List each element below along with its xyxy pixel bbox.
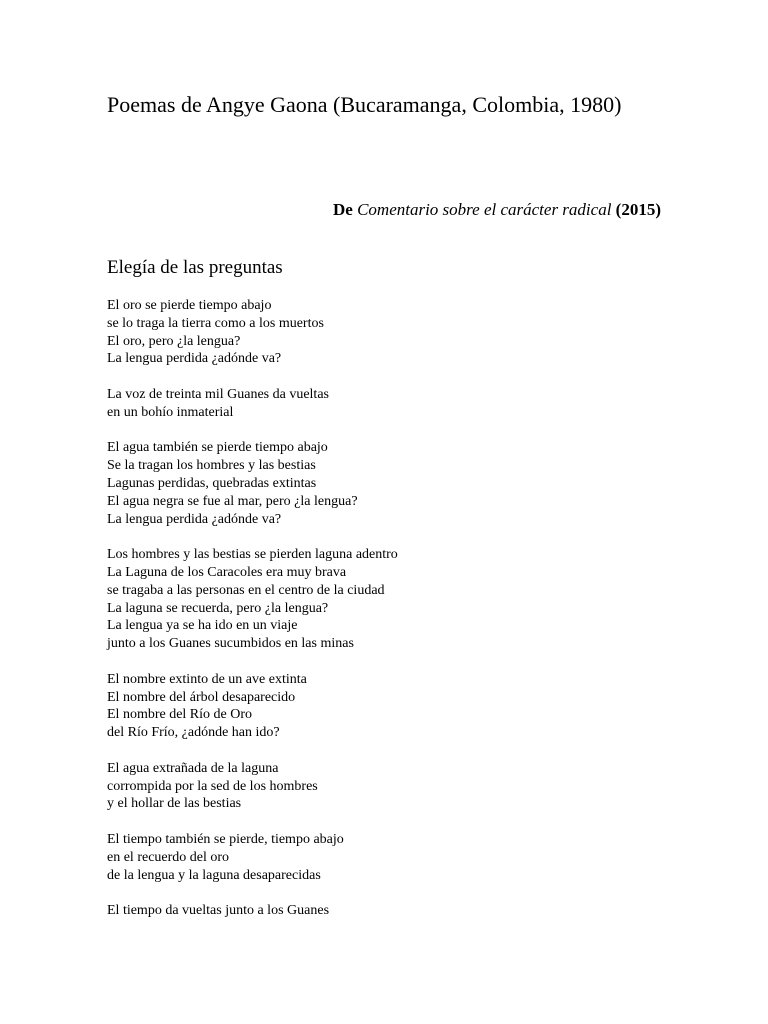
poem-line: El agua negra se fue al mar, pero ¿la lengua? [107, 493, 358, 509]
poem-title: Elegía de las preguntas [107, 257, 283, 278]
poem-line: en el recuerdo del oro [107, 849, 230, 865]
poem-line: se tragaba a las personas en el centro de la ciudad [107, 582, 385, 598]
poem-line: La Laguna de los Caracoles era muy brava [107, 564, 347, 580]
source-prefix: De [333, 200, 353, 219]
stanza [107, 386, 667, 422]
poem-line: El nombre del árbol desaparecido [107, 689, 296, 705]
poem-line: El tiempo también se pierde, tiempo abajo [107, 831, 344, 847]
poem-line: y el hollar de las bestias [107, 796, 242, 812]
poem-line: La lengua perdida ¿adónde va? [107, 511, 282, 527]
stanza [107, 902, 667, 920]
stanza [107, 546, 667, 653]
poem-line: de la lengua y la laguna desaparecidas [107, 867, 321, 883]
poem-line: La lengua ya se ha ido en un viaje [107, 618, 298, 634]
stanza [107, 439, 667, 528]
poem-line: El nombre del Río de Oro [107, 707, 253, 723]
poem-line: El oro se pierde tiempo abajo [107, 298, 272, 313]
poem-line: del Río Frío, ¿adónde han ido? [107, 725, 280, 741]
source-year: (2015) [615, 200, 661, 219]
poem-line: El agua también se pierde tiempo abajo [107, 440, 328, 456]
poem-line: se lo traga la tierra como a los muertos [107, 315, 324, 331]
poem-line: El oro, pero ¿la lengua? [107, 333, 241, 349]
poem-line: La laguna se recuerda, pero ¿la lengua? [107, 600, 329, 616]
poem-line: El tiempo da vueltas junto a los Guanes [107, 903, 330, 919]
poem-line: El agua extrañada de la laguna [107, 760, 279, 776]
stanza [107, 831, 667, 884]
stanza [107, 671, 667, 742]
source-book-title: Comentario sobre el carácter radical [357, 200, 612, 219]
poem-line: corrompida por la sed de los hombres [107, 778, 318, 794]
poem-line: La lengua perdida ¿adónde va? [107, 351, 282, 367]
source-line [333, 197, 661, 223]
poem-line: Se la tragan los hombres y las bestias [107, 458, 316, 474]
poem-line: Los hombres y las bestias se pierden laguna adentro [107, 547, 398, 563]
stanza [107, 760, 667, 813]
stanza [107, 297, 667, 368]
page-title: Poemas de Angye Gaona (Bucaramanga, Colombia, 1980) [107, 92, 622, 117]
poem-body [107, 297, 667, 938]
poem-line: El nombre extinto de un ave extinta [107, 671, 307, 687]
poem-line: en un bohío inmaterial [107, 404, 234, 420]
poem-line: La voz de treinta mil Guanes da vueltas [107, 386, 329, 402]
poem-line: Lagunas perdidas, quebradas extintas [107, 475, 317, 491]
poem-line: junto a los Guanes sucumbidos en las minas [107, 636, 354, 652]
